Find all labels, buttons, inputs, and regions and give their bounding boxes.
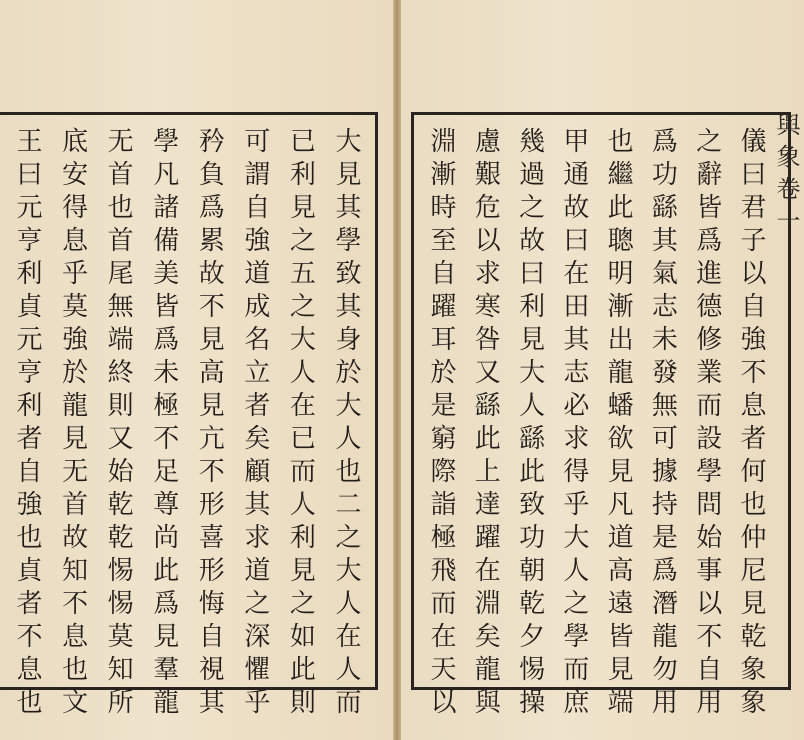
text-column: 大見其學致其身於大人也二之大人在人而: [330, 127, 361, 721]
text-column: 幾過之故曰利見大人繇此致功朝乾夕惕操: [514, 127, 545, 721]
text-column: 甲通故曰在田其志必求得乎大人之學而庶: [558, 127, 589, 721]
text-column: 王曰元亨利貞元亨利者自強也貞者不息也: [12, 127, 42, 721]
text-column: 學凡諸備美皆爲未極不足尊尚此爲見羣龍: [148, 127, 179, 721]
left-text-frame: [0, 112, 378, 721]
right-text-frame: [411, 112, 791, 721]
text-column: 儀曰君子以自強不息者何也仲尼見乾象象: [735, 127, 766, 721]
right-columns: [414, 115, 788, 721]
text-column: 矜負爲累故不見高見亢不形喜形悔自視其: [194, 127, 225, 721]
text-column: 爲功繇其氣志未發無可據持是爲潛龍勿用: [647, 127, 678, 721]
fore-edge-ribbon: 與象卷一: [772, 112, 800, 240]
text-column: 之辭皆爲進德修業而設學問始事以不自用: [691, 127, 722, 721]
book-gutter: [393, 0, 401, 740]
left-page: [0, 0, 393, 740]
text-column: 淵漸時至自躍耳於是窮際詣極飛而在天以: [426, 127, 456, 721]
text-column: 慮艱危以求寒咎又繇此上達躍在淵矣龍與: [470, 127, 501, 721]
right-page: [401, 0, 804, 740]
text-column: 可謂自強道成名立者矣顧其求道之深懼乎: [239, 127, 270, 721]
text-column: 已利見之五之大人在已而人利見之如此則: [285, 127, 316, 721]
left-columns: [0, 115, 375, 721]
text-column: 也繼此聰明漸出龍蟠欲見凡道高遠皆見端: [603, 127, 634, 721]
text-column: 无首也首尾無端終則又始乾乾惕惕莫知所: [103, 127, 134, 721]
text-column: 底安得息乎莫強於龍見无首故知不息也文: [57, 127, 88, 721]
